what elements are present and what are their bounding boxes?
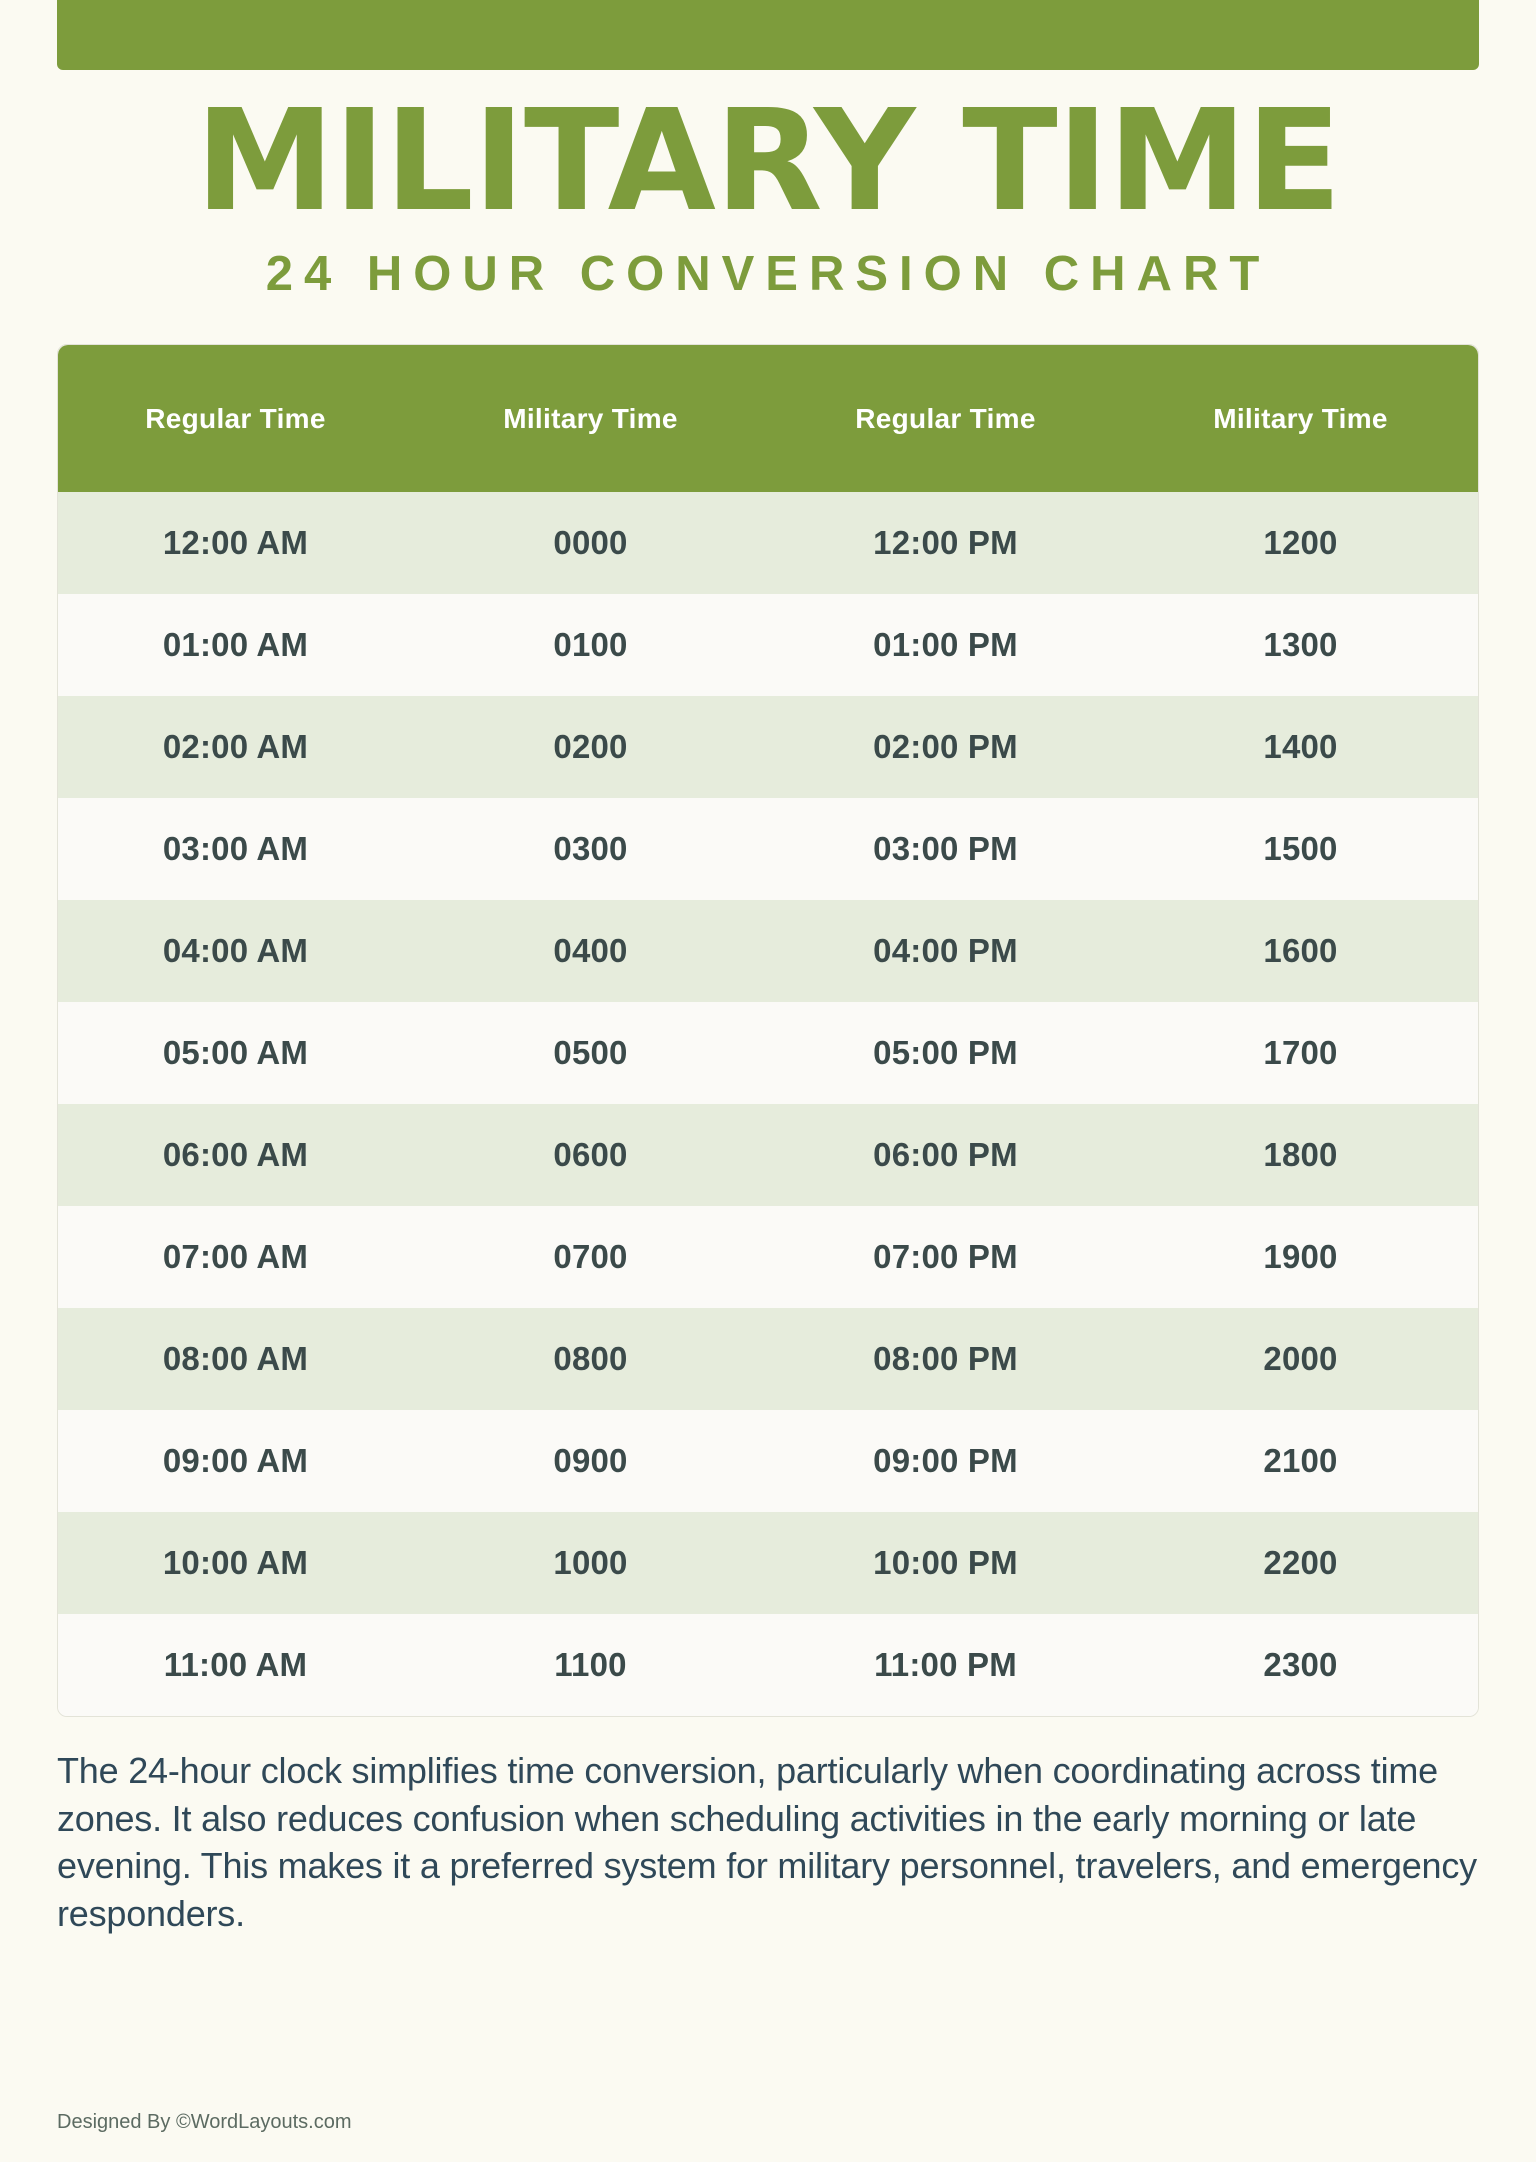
table-cell: 12:00 PM [768,492,1123,594]
table-cell: 12:00 AM [58,492,413,594]
table-cell: 0800 [413,1308,768,1410]
table-row [58,900,1478,1002]
table-cell: 09:00 AM [58,1410,413,1512]
table-header [58,345,1478,492]
table-row [58,696,1478,798]
table-cell: 0100 [413,594,768,696]
table-cell: 08:00 AM [58,1308,413,1410]
table-cell: 1500 [1123,798,1478,900]
table-row [58,1410,1478,1512]
table-cell: 04:00 AM [58,900,413,1002]
table-cell: 1900 [1123,1206,1478,1308]
table-row [58,1002,1478,1104]
table-cell: 2000 [1123,1308,1478,1410]
table-cell: 1300 [1123,594,1478,696]
table-cell: 0200 [413,696,768,798]
table-cell: 04:00 PM [768,900,1123,1002]
page-title: MILITARY TIME [195,80,1341,243]
table-cell: 08:00 PM [768,1308,1123,1410]
table-cell: 11:00 PM [768,1614,1123,1716]
table-cell: 2200 [1123,1512,1478,1614]
table-cell: 0700 [413,1206,768,1308]
description-text: The 24-hour clock simplifies time conversion, particularly when coordinating across time zones. It also reduces confusion when scheduling activities in the early morning or late evening. This makes it a preferred system for military personnel, travelers, and emergency responders. [57,1750,1477,1934]
table-row [58,1614,1478,1716]
table-cell: 01:00 PM [768,594,1123,696]
conversion-table [58,345,1478,1716]
table-row [58,1104,1478,1206]
table-cell: 0400 [413,900,768,1002]
table-cell: 05:00 AM [58,1002,413,1104]
table-cell: 1600 [1123,900,1478,1002]
table-cell: 0300 [413,798,768,900]
table-row [58,492,1478,594]
table-row [58,1512,1478,1614]
table-cell: 2100 [1123,1410,1478,1512]
table-cell: 09:00 PM [768,1410,1123,1512]
table-cell: 0000 [413,492,768,594]
table-cell: 1400 [1123,696,1478,798]
page-subtitle: 24 HOUR CONVERSION CHART [265,247,1271,301]
table-row [58,594,1478,696]
table-cell: 06:00 PM [768,1104,1123,1206]
table-cell: 06:00 AM [58,1104,413,1206]
table-cell: 1000 [413,1512,768,1614]
table-cell: 1100 [413,1614,768,1716]
table-cell: 03:00 AM [58,798,413,900]
table-cell: 1800 [1123,1104,1478,1206]
table-body [58,492,1478,1716]
table-row [58,1206,1478,1308]
table-cell: 1200 [1123,492,1478,594]
table-cell: 0900 [413,1410,768,1512]
table-cell: 05:00 PM [768,1002,1123,1104]
table-cell: 2300 [1123,1614,1478,1716]
table-cell: 07:00 PM [768,1206,1123,1308]
table-cell: 07:00 AM [58,1206,413,1308]
table-cell: 02:00 AM [58,696,413,798]
column-header-regular-time-2: Regular Time [768,345,1123,492]
table-row [58,1308,1478,1410]
column-header-military-time-1: Military Time [413,345,768,492]
table-header-row [58,345,1478,492]
column-header-regular-time-1: Regular Time [58,345,413,492]
column-header-military-time-2: Military Time [1123,345,1478,492]
table-cell: 0600 [413,1104,768,1206]
table-cell: 10:00 PM [768,1512,1123,1614]
credit-text: Designed By ©WordLayouts.com [57,2111,352,2133]
table-cell: 0500 [413,1002,768,1104]
table-cell: 01:00 AM [58,594,413,696]
table-cell: 10:00 AM [58,1512,413,1614]
table-row [58,798,1478,900]
top-accent-bar [57,0,1479,70]
table-cell: 03:00 PM [768,798,1123,900]
table-cell: 1700 [1123,1002,1478,1104]
table-cell: 11:00 AM [58,1614,413,1716]
conversion-table-wrapper [57,344,1479,1717]
table-cell: 02:00 PM [768,696,1123,798]
